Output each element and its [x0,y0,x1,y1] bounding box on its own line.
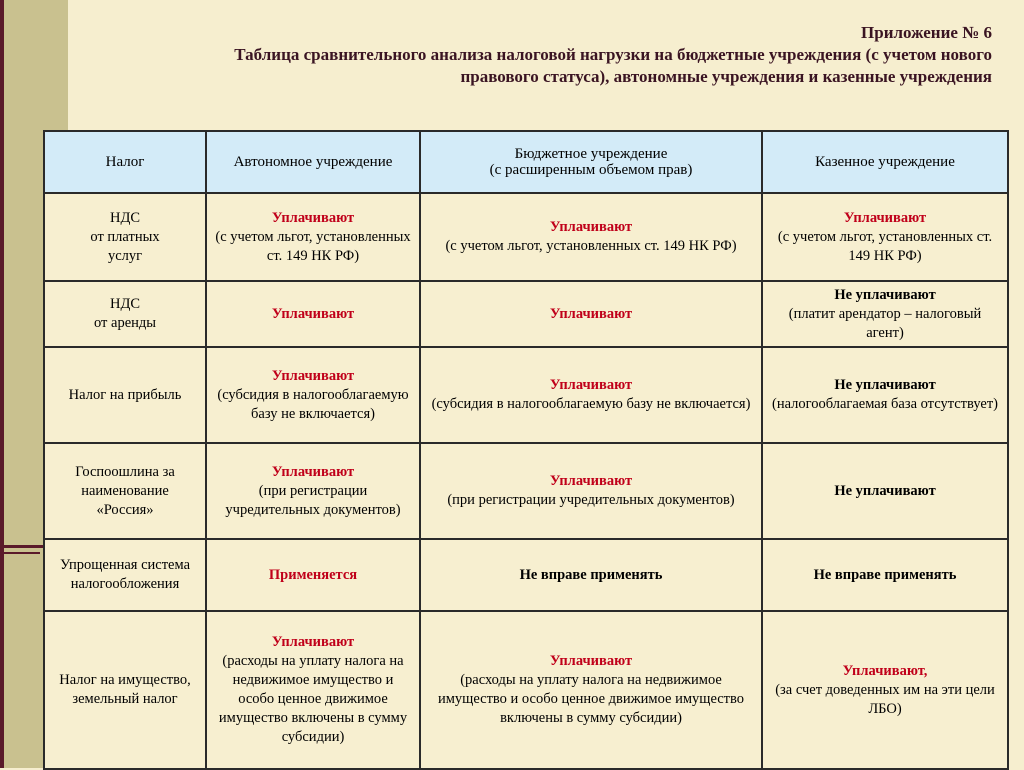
status-text: Уплачивают [549,377,633,393]
status-text: Уплачивают [549,473,633,489]
title-line-2: правового статуса), автономные учреждения и казенные учреждения [460,67,992,86]
header-budget [420,131,762,193]
header-autonomous: Автономное учреждение [206,131,420,193]
status-text: Не вправе применять [813,566,957,583]
tax-name: НДС [109,209,141,226]
autonomous-cell [206,539,420,611]
header-row [44,131,1008,193]
comparison-table [43,130,1009,770]
tax-name: Налог на прибыль [68,386,182,403]
header-tax: Налог [44,131,206,193]
note-text: (субсидия в налогооблагаемую базу не включается) [217,386,409,422]
budget-cell [420,443,762,539]
tax-cell [44,281,206,347]
budget-cell [420,611,762,769]
autonomous-cell [206,347,420,443]
note-text: (с учетом льгот, установленных ст. 149 НК РФ) [215,228,411,264]
table-row [44,347,1008,443]
autonomous-cell [206,281,420,347]
tax-cell [44,193,206,281]
status-text: Не уплачивают [834,286,936,303]
budget-cell [420,281,762,347]
note-text: (субсидия в налогооблагаемую базу не включается) [431,396,751,412]
budget-cell [420,539,762,611]
state-cell [762,443,1008,539]
tax-cell [44,443,206,539]
appendix-number: Приложение № 6 [861,23,992,42]
note-text: (при регистрации учредительных документов) [225,482,401,518]
tax-name: от платных [90,228,160,245]
header-budget-line2: (с расширенным объемом прав) [489,162,693,178]
table-row [44,193,1008,281]
tax-name: Упрощенная система налогообложения [59,557,191,592]
tax-name: Госпоошлина за наименование «Россия» [75,463,175,518]
state-cell [762,539,1008,611]
header-budget-line1: Бюджетное учреждение [514,146,668,162]
status-text: Уплачивают, [842,662,928,679]
state-cell [762,611,1008,769]
note-text: (с учетом льгот, установленных ст. 149 НК РФ) [445,238,737,254]
autonomous-cell [206,443,420,539]
status-text: Уплачивают [549,305,633,322]
title-line-1: Таблица сравнительного анализа налоговой нагрузки на бюджетные учреждения (с учетом нового [234,45,992,64]
note-text: (при регистрации учредительных документов) [447,492,735,508]
note-text: (с учетом льгот, установленных ст. 149 НК РФ) [777,228,993,264]
tax-cell [44,611,206,769]
tax-cell [44,347,206,443]
note-text: (за счет доведенных им на эти цели ЛБО) [775,681,995,717]
table-row [44,611,1008,769]
autonomous-cell [206,611,420,769]
budget-cell [420,347,762,443]
tax-name: услуг [107,247,143,264]
status-text: Уплачивают [271,209,355,226]
state-cell [762,281,1008,347]
status-text: Уплачивают [843,209,927,226]
note-text: (платит арендатор – налоговый агент) [788,305,982,341]
document-title [52,22,992,88]
tax-name: Налог на имущество, земельный налог [59,672,191,707]
note-text: (налогооблагаемая база отсутствует) [771,396,998,412]
autonomous-cell [206,193,420,281]
tax-name: от аренды [93,315,157,331]
state-cell [762,347,1008,443]
tax-name: НДС [109,296,141,312]
header-state: Казенное учреждение [762,131,1008,193]
tax-cell [44,539,206,611]
status-text: Уплачивают [549,653,633,669]
accent-line-short [0,552,40,554]
table-row [44,539,1008,611]
side-border-line [0,0,4,768]
status-text: Уплачивают [271,367,355,384]
status-text: Не уплачивают [834,482,936,499]
status-text: Уплачивают [271,305,355,322]
state-cell [762,193,1008,281]
status-text: Уплачивают [549,219,633,235]
status-text: Уплачивают [271,634,355,650]
note-text: (расходы на уплату налога на недвижимое имущество и особо ценное движимое имущество включены в сумму субсидии) [218,653,408,745]
status-text: Не уплачивают [834,377,936,393]
table-row [44,443,1008,539]
status-text: Не вправе применять [519,566,663,583]
note-text: (расходы на уплату налога на недвижимое имущество и особо ценное движимое имущество включены в сумму субсидии) [437,672,745,726]
table-row [44,281,1008,347]
budget-cell [420,193,762,281]
status-text: Уплачивают [271,463,355,480]
status-text: Применяется [268,566,358,583]
